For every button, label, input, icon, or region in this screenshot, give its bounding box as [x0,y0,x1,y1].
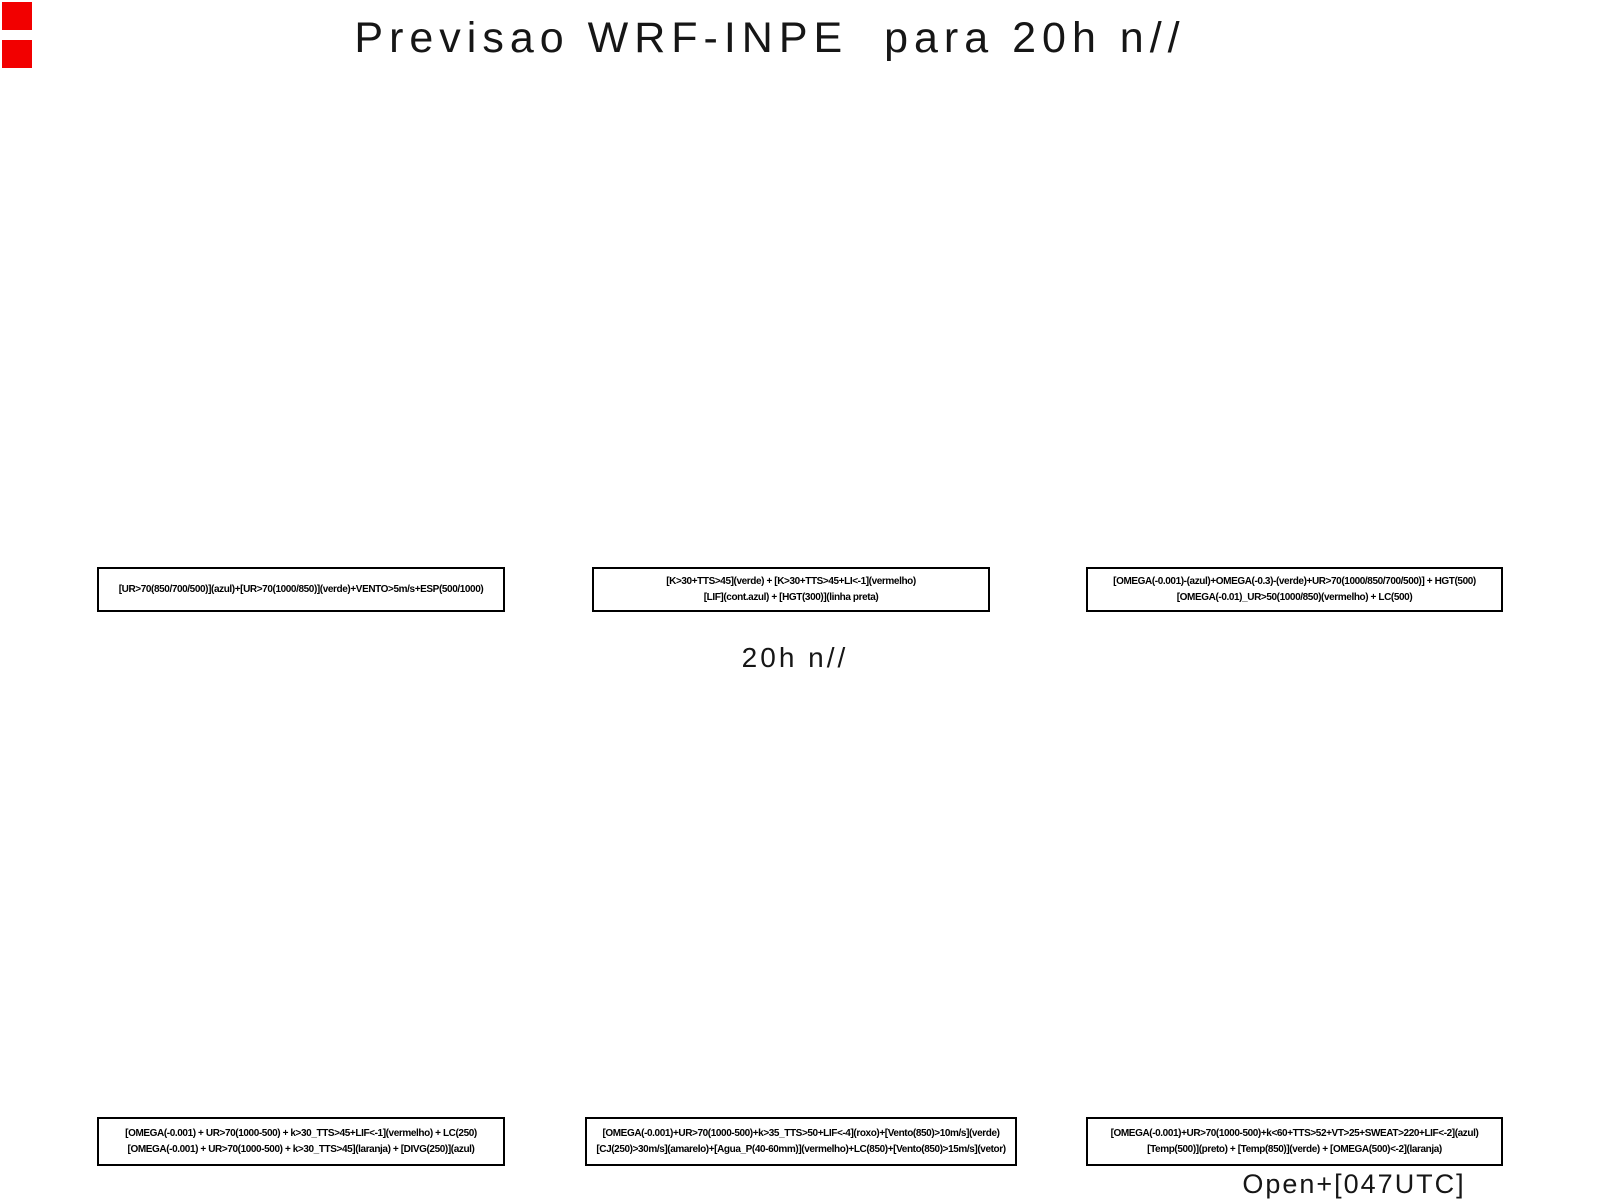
footer-time-label: Open+[047UTC] [1242,1169,1466,1199]
caption-line: [OMEGA(-0.001) + UR>70(1000-500) + k>30_TTS>45+LIF<-1](vermelho) + LC(250) [125,1128,477,1139]
center-time-label: 20h n// [741,642,849,673]
caption-line: [OMEGA(-0.001)-(azul)+OMEGA(-0.3)-(verde)+UR>70(1000/850/700/500)] + HGT(500) [1113,576,1476,587]
caption-box-bottom-left [97,1117,505,1166]
caption-box-top-left [97,567,505,612]
caption-line: [K>30+TTS>45](verde) + [K>30+TTS>45+LI<-1](vermelho) [666,576,916,587]
missing-image-marker-1 [2,2,32,30]
caption-line: [LIF](cont.azul) + [HGT(300)](linha preta) [703,592,879,603]
caption-line: [UR>70(850/700/500)](azul)+[UR>70(1000/850)](verde)+VENTO>5m/s+ESP(500/1000) [118,584,484,595]
caption-line: [OMEGA(-0.001) + UR>70(1000-500) + k>30_TTS>45](laranja) + [DIVG(250)](azul) [127,1144,475,1155]
page-title: Previsao WRF-INPE para 20h n// [354,14,1186,62]
caption-line: [CJ(250)>30m/s](amarelo)+[Agua_P(40-60mm)](vermelho)+LC(850)+[Vento(850)>15m/s](vetor) [596,1144,1006,1155]
caption-line: [OMEGA(-0.001)+UR>70(1000-500)+k>35_TTS>50+LIF<-4](roxo)+[Vento(850)>10m/s](verde) [602,1128,1000,1139]
caption-box-bottom-right [1086,1117,1503,1166]
caption-line: [OMEGA(-0.001)+UR>70(1000-500)+k<60+TTS>52+VT>25+SWEAT>220+LIF<-2](azul) [1110,1128,1479,1139]
missing-image-marker-2 [2,40,32,68]
caption-line: [OMEGA(-0.01)_UR>50(1000/850)(vermelho) + LC(500) [1176,592,1413,603]
caption-box-top-center [592,567,990,612]
caption-box-bottom-center [585,1117,1017,1166]
caption-box-top-right [1086,567,1503,612]
caption-line: [Temp(500)](preto) + [Temp(850)](verde) + [OMEGA(500)<-2](laranja) [1147,1144,1442,1155]
